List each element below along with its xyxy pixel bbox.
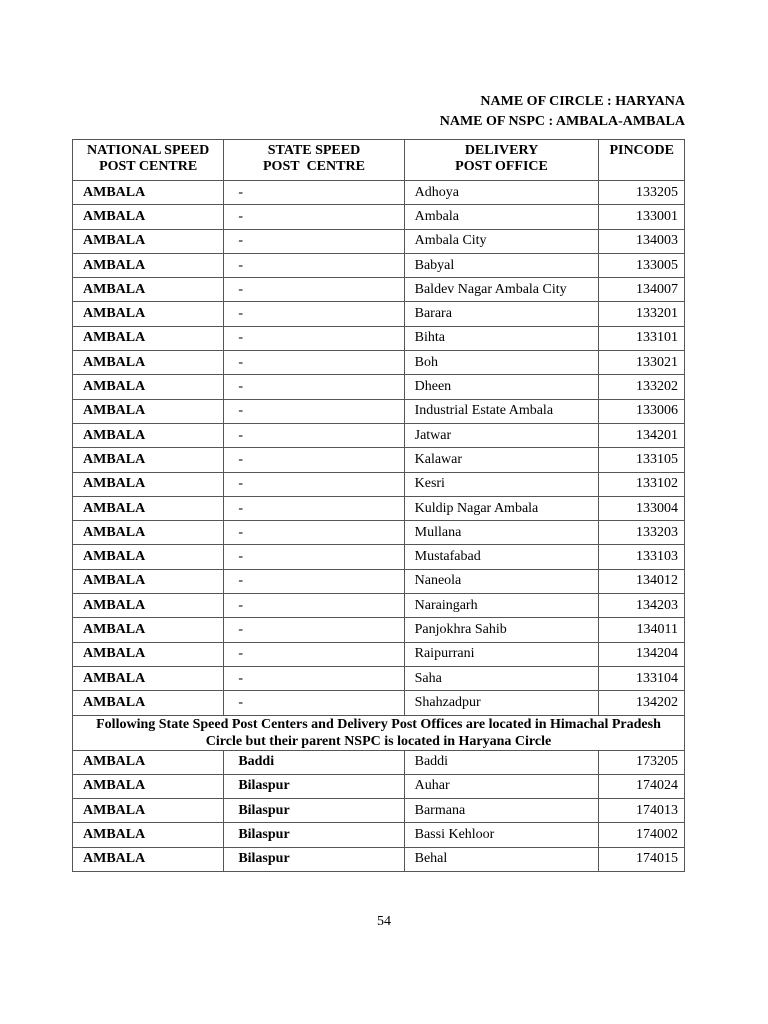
- table-row: [73, 278, 685, 302]
- delivery-office-cell: Bihta: [404, 326, 599, 350]
- pincode-cell: 133201: [599, 302, 685, 326]
- col-pincode: PINCODE: [599, 140, 685, 181]
- table-row: [73, 181, 685, 205]
- pincode-cell: 134003: [599, 229, 685, 253]
- pincode-cell: 133005: [599, 253, 685, 277]
- delivery-office-cell: Shahzadpur: [404, 691, 599, 715]
- nspc-cell: AMBALA: [73, 750, 224, 774]
- col-delivery-post-office: DELIVERY POST OFFICE: [404, 140, 599, 181]
- pincode-cell: 133102: [599, 472, 685, 496]
- nspc-cell: AMBALA: [73, 691, 224, 715]
- table-row: [73, 472, 685, 496]
- delivery-office-cell: Babyal: [404, 253, 599, 277]
- pincode-cell: 133001: [599, 205, 685, 229]
- delivery-office-cell: Auhar: [404, 774, 599, 798]
- pincode-cell: 173205: [599, 750, 685, 774]
- pincode-cell: 133101: [599, 326, 685, 350]
- nspc-cell: AMBALA: [73, 545, 224, 569]
- pincode-cell: 133105: [599, 448, 685, 472]
- delivery-office-cell: Boh: [404, 351, 599, 375]
- sspc-cell: -: [224, 375, 404, 399]
- pincode-cell: 133021: [599, 351, 685, 375]
- delivery-office-cell: Ambala: [404, 205, 599, 229]
- nspc-cell: AMBALA: [73, 496, 224, 520]
- nspc-cell: AMBALA: [73, 253, 224, 277]
- delivery-office-cell: Dheen: [404, 375, 599, 399]
- nspc-cell: AMBALA: [73, 181, 224, 205]
- delivery-office-cell: Baldev Nagar Ambala City: [404, 278, 599, 302]
- table-row: [73, 399, 685, 423]
- nspc-cell: AMBALA: [73, 774, 224, 798]
- delivery-office-cell: Kalawar: [404, 448, 599, 472]
- nspc-cell: AMBALA: [73, 302, 224, 326]
- table-row: [73, 302, 685, 326]
- sspc-cell: -: [224, 594, 404, 618]
- pincode-cell: 174013: [599, 799, 685, 823]
- nspc-cell: AMBALA: [73, 642, 224, 666]
- sspc-cell: -: [224, 472, 404, 496]
- pincode-cell: 133104: [599, 666, 685, 690]
- sspc-cell: -: [224, 569, 404, 593]
- table-row: [73, 205, 685, 229]
- table-row: [73, 642, 685, 666]
- pincode-cell: 174024: [599, 774, 685, 798]
- table-row: [73, 375, 685, 399]
- pincode-cell: 133202: [599, 375, 685, 399]
- pincode-cell: 134203: [599, 594, 685, 618]
- table-row: [73, 847, 685, 871]
- table-row: [73, 799, 685, 823]
- col-state-speed-post-centre: STATE SPEED POST CENTRE: [224, 140, 404, 181]
- table-row: [73, 691, 685, 715]
- sspc-cell: -: [224, 448, 404, 472]
- delivery-office-cell: Naneola: [404, 569, 599, 593]
- pincode-cell: 133006: [599, 399, 685, 423]
- pincode-cell: 134202: [599, 691, 685, 715]
- nspc-cell: AMBALA: [73, 205, 224, 229]
- sspc-cell: -: [224, 399, 404, 423]
- delivery-office-cell: Industrial Estate Ambala: [404, 399, 599, 423]
- post-office-table: [72, 139, 685, 872]
- nspc-cell: AMBALA: [73, 448, 224, 472]
- page-number: 54: [377, 914, 391, 929]
- nspc-cell: AMBALA: [73, 423, 224, 447]
- nspc-cell: AMBALA: [73, 521, 224, 545]
- table-note: Following State Speed Post Centers and Delivery Post Offices are located in Himachal Pradesh Circle but their parent NSPC is located in Haryana Circle: [73, 715, 685, 750]
- table-row: [73, 448, 685, 472]
- table-row: [73, 750, 685, 774]
- delivery-office-cell: Kesri: [404, 472, 599, 496]
- table-row: [73, 594, 685, 618]
- nspc-cell: AMBALA: [73, 351, 224, 375]
- nspc-cell: AMBALA: [73, 618, 224, 642]
- col-national-speed-post-centre: NATIONAL SPEED POST CENTRE: [73, 140, 224, 181]
- table-row: [73, 569, 685, 593]
- document-header: [440, 92, 685, 132]
- sspc-cell: -: [224, 278, 404, 302]
- nspc-cell: AMBALA: [73, 569, 224, 593]
- nspc-cell: AMBALA: [73, 399, 224, 423]
- table-row: [73, 666, 685, 690]
- sspc-cell: -: [224, 229, 404, 253]
- delivery-office-cell: Panjokhra Sahib: [404, 618, 599, 642]
- nspc-cell: AMBALA: [73, 799, 224, 823]
- nspc-cell: AMBALA: [73, 823, 224, 847]
- nspc-cell: AMBALA: [73, 594, 224, 618]
- nspc-cell: AMBALA: [73, 375, 224, 399]
- delivery-office-cell: Kuldip Nagar Ambala: [404, 496, 599, 520]
- pincode-cell: 133205: [599, 181, 685, 205]
- delivery-office-cell: Behal: [404, 847, 599, 871]
- table-body-haryana: [73, 181, 685, 716]
- table-row: [73, 423, 685, 447]
- table-row: [73, 229, 685, 253]
- pincode-cell: 133103: [599, 545, 685, 569]
- table-row: [73, 521, 685, 545]
- nspc-cell: AMBALA: [73, 229, 224, 253]
- pincode-cell: 174002: [599, 823, 685, 847]
- table-row: [73, 326, 685, 350]
- sspc-cell: Baddi: [224, 750, 404, 774]
- sspc-cell: Bilaspur: [224, 799, 404, 823]
- pincode-cell: 174015: [599, 847, 685, 871]
- delivery-office-cell: Saha: [404, 666, 599, 690]
- pincode-cell: 134204: [599, 642, 685, 666]
- nspc-cell: AMBALA: [73, 326, 224, 350]
- pincode-cell: 134201: [599, 423, 685, 447]
- table-note-section: [73, 715, 685, 750]
- delivery-office-cell: Raipurrani: [404, 642, 599, 666]
- pincode-cell: 134007: [599, 278, 685, 302]
- circle-name: NAME OF CIRCLE : HARYANA: [480, 94, 685, 109]
- sspc-cell: -: [224, 326, 404, 350]
- sspc-cell: -: [224, 253, 404, 277]
- sspc-cell: -: [224, 423, 404, 447]
- sspc-cell: -: [224, 521, 404, 545]
- nspc-name: NAME OF NSPC : AMBALA-AMBALA: [439, 114, 685, 129]
- delivery-office-cell: Mullana: [404, 521, 599, 545]
- pincode-cell: 133004: [599, 496, 685, 520]
- sspc-cell: -: [224, 302, 404, 326]
- sspc-cell: -: [224, 545, 404, 569]
- sspc-cell: -: [224, 642, 404, 666]
- delivery-office-cell: Jatwar: [404, 423, 599, 447]
- table-row: [73, 253, 685, 277]
- pincode-cell: 134012: [599, 569, 685, 593]
- table-row: [73, 774, 685, 798]
- table-row: [73, 823, 685, 847]
- delivery-office-cell: Baddi: [404, 750, 599, 774]
- sspc-cell: -: [224, 351, 404, 375]
- table-header-row: [73, 140, 685, 181]
- delivery-office-cell: Barmana: [404, 799, 599, 823]
- delivery-office-cell: Bassi Kehloor: [404, 823, 599, 847]
- table-row: [73, 351, 685, 375]
- nspc-cell: AMBALA: [73, 847, 224, 871]
- delivery-office-cell: Ambala City: [404, 229, 599, 253]
- sspc-cell: -: [224, 496, 404, 520]
- table-row: [73, 545, 685, 569]
- delivery-office-cell: Adhoya: [404, 181, 599, 205]
- sspc-cell: -: [224, 618, 404, 642]
- sspc-cell: -: [224, 205, 404, 229]
- pincode-cell: 133203: [599, 521, 685, 545]
- nspc-cell: AMBALA: [73, 278, 224, 302]
- sspc-cell: -: [224, 666, 404, 690]
- table-body-himachal: [73, 750, 685, 871]
- sspc-cell: Bilaspur: [224, 847, 404, 871]
- delivery-office-cell: Naraingarh: [404, 594, 599, 618]
- delivery-office-cell: Mustafabad: [404, 545, 599, 569]
- sspc-cell: -: [224, 181, 404, 205]
- table-row: [73, 496, 685, 520]
- table-note-row: [73, 715, 685, 750]
- nspc-cell: AMBALA: [73, 666, 224, 690]
- sspc-cell: -: [224, 691, 404, 715]
- pincode-cell: 134011: [599, 618, 685, 642]
- table-row: [73, 618, 685, 642]
- nspc-cell: AMBALA: [73, 472, 224, 496]
- sspc-cell: Bilaspur: [224, 823, 404, 847]
- delivery-office-cell: Barara: [404, 302, 599, 326]
- sspc-cell: Bilaspur: [224, 774, 404, 798]
